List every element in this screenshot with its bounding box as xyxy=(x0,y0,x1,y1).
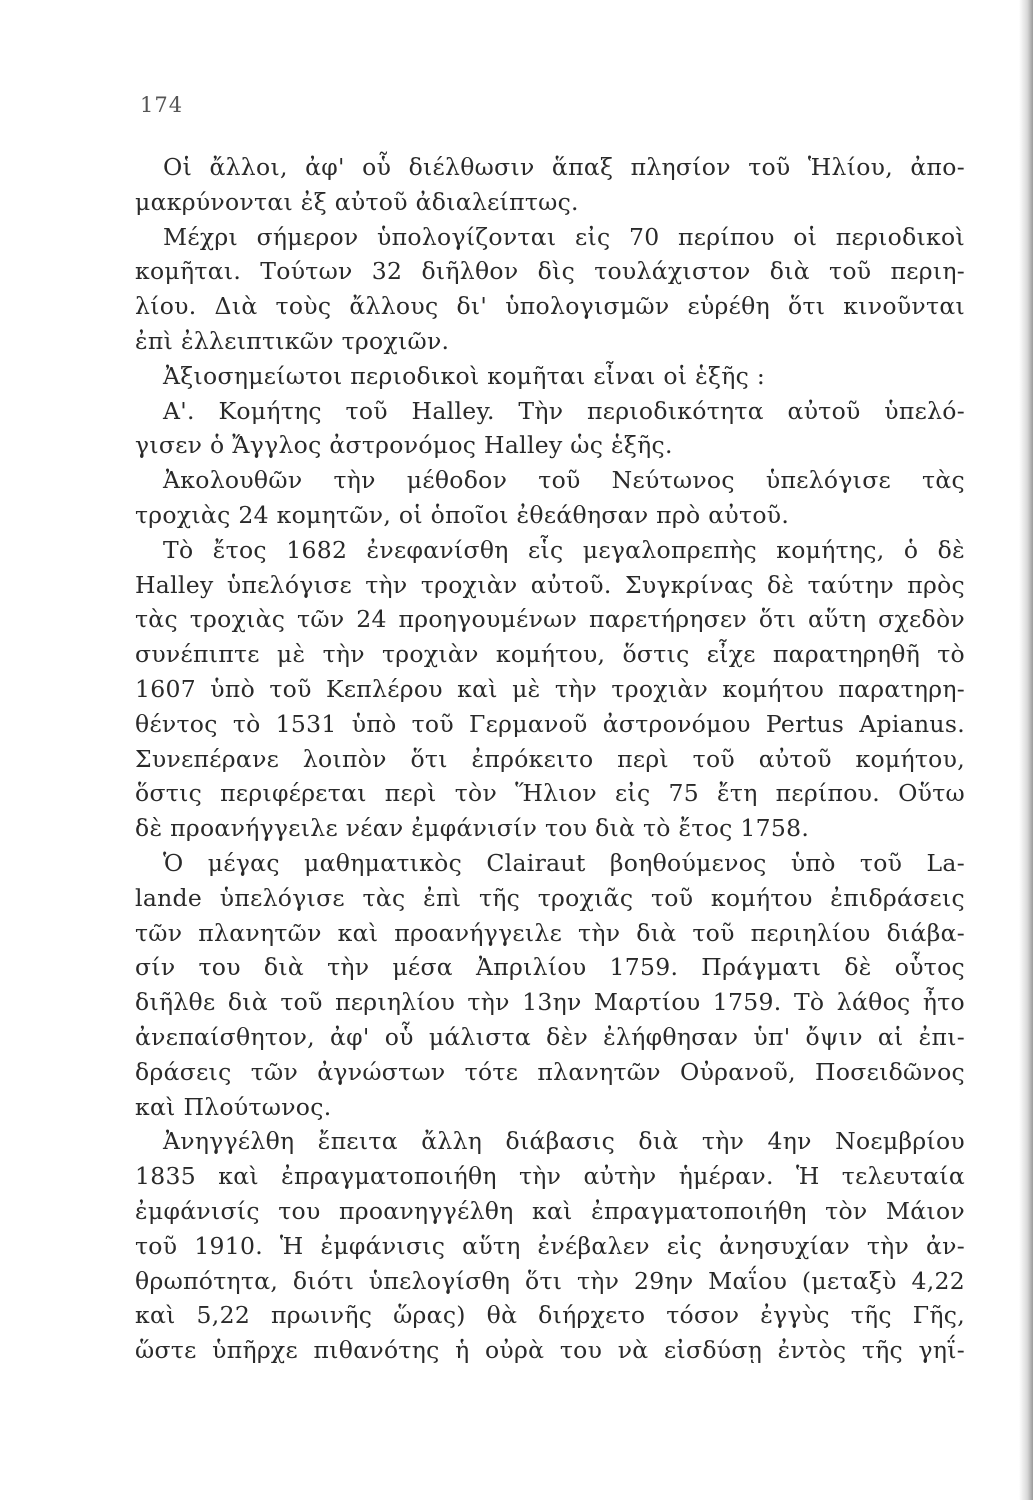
text-line: κομῆται. Τούτων 32 διῆλθον δὶς τουλάχιστον διὰ τοῦ περιη- xyxy=(135,257,965,286)
text-line: ἐμφάνισίς του προανηγγέλθη καὶ ἐπραγματοποιήθη τὸν Μάιον xyxy=(135,1196,965,1225)
text-line: ἐπὶ ἐλλειπτικῶν τροχιῶν. xyxy=(135,326,450,355)
text-line: Ὁ μέγας μαθηματικὸς Clairaut βοηθούμενος ὑπὸ τοῦ La- xyxy=(163,848,965,877)
text-line: Οἱ ἄλλοι, ἀφ' οὗ διέλθωσιν ἅπαξ πλησίον τοῦ Ἡλίου, ἀπο- xyxy=(163,153,965,181)
text-line: καὶ Πλούτωνος. xyxy=(135,1092,332,1121)
text-line: δράσεις τῶν ἀγνώστων τότε πλανητῶν Οὐρανοῦ, Ποσειδῶνος xyxy=(135,1057,965,1086)
text-line: τροχιὰς 24 κομητῶν, οἱ ὁποῖοι ἐθεάθησαν πρὸ αὐτοῦ. xyxy=(135,500,790,529)
text-line: lande ὑπελόγισε τὰς ἐπὶ τῆς τροχιᾶς τοῦ κομήτου ἐπιδράσεις xyxy=(135,883,965,912)
text-line: θρωπότητα, διότι ὑπελογίσθη ὅτι τὴν 29ην Μαΐου (μεταξὺ 4,22 xyxy=(135,1266,965,1295)
text-line: τοῦ 1910. Ἡ ἐμφάνισις αὕτη ἐνέβαλεν εἰς ἀνησυχίαν τὴν ἀν- xyxy=(135,1231,965,1260)
text-line: δὲ προανήγγειλε νέαν ἐμφάνισίν του διὰ τὸ ἔτος 1758. xyxy=(135,814,810,843)
body-text xyxy=(135,150,965,1368)
text-line: τὰς τροχιὰς τῶν 24 προηγουμένων παρετήρησεν ὅτι αὕτη σχεδὸν xyxy=(135,605,965,634)
text-line: καὶ 5,22 πρωινῆς ὥρας) θὰ διήρχετο τόσον ἐγγὺς τῆς Γῆς, xyxy=(135,1301,965,1330)
text-line: διῆλθε διὰ τοῦ περιηλίου τὴν 13ην Μαρτίου 1759. Τὸ λάθος ἦτο xyxy=(135,988,965,1017)
text-line: ὅστις περιφέρεται περὶ τὸν Ἥλιον εἰς 75 ἔτη περίπου. Οὕτω xyxy=(135,779,965,808)
text-line: Ἀκολουθῶν τὴν μέθοδον τοῦ Νεύτωνος ὑπελόγισε τὰς xyxy=(163,466,965,495)
text-line: ὥστε ὑπῆρχε πιθανότης ἡ οὐρὰ του νὰ εἰσδύσῃ ἐντὸς τῆς γηΐ- xyxy=(135,1336,965,1365)
text-line: θέντος τὸ 1531 ὑπὸ τοῦ Γερμανοῦ ἀστρονόμου Pertus Apianus. xyxy=(135,709,965,738)
text-line: 1607 ὑπὸ τοῦ Κεπλέρου καὶ μὲ τὴν τροχιὰν κομήτου παρατηρη- xyxy=(135,674,965,703)
text-line: Μέχρι σήμερον ὑπολογίζονται εἰς 70 περίπου οἱ περιοδικοὶ xyxy=(163,222,965,251)
page-edge-shadow xyxy=(1019,0,1033,1500)
text-line: λίου. Διὰ τοὺς ἄλλους δι' ὑπολογισμῶν εὑρέθη ὅτι κινοῦνται xyxy=(135,292,965,321)
text-line: Α'. Κομήτης τοῦ Halley. Τὴν περιοδικότητα αὐτοῦ ὑπελό- xyxy=(163,396,965,425)
text-line: Halley ὑπελόγισε τὴν τροχιὰν αὐτοῦ. Συγκρίνας δὲ ταύτην πρὸς xyxy=(135,570,965,599)
text-line: Ἀξιοσημείωτοι περιοδικοὶ κομῆται εἶναι οἱ ἑξῆς : xyxy=(163,361,766,390)
text-line: σίν του διὰ τὴν μέσα Ἀπριλίου 1759. Πράγματι δὲ οὗτος xyxy=(135,953,965,982)
text-line: Ἀνηγγέλθη ἔπειτα ἄλλη διάβασις διὰ τὴν 4ην Νοεμβρίου xyxy=(163,1127,965,1156)
text-line: ἀνεπαίσθητον, ἀφ' οὗ μάλιστα δὲν ἐλήφθησαν ὑπ' ὄψιν αἱ ἐπι- xyxy=(135,1022,965,1051)
text-line: συνέπιπτε μὲ τὴν τροχιὰν κομήτου, ὅστις εἶχε παρατηρηθῆ τὸ xyxy=(135,640,965,669)
text-line: 1835 καὶ ἐπραγματοποιήθη τὴν αὐτὴν ἡμέραν. Ἡ τελευταία xyxy=(135,1162,965,1191)
text-line: γισεν ὁ Ἄγγλος ἀστρονόμος Halley ὡς ἑξῆς. xyxy=(135,431,673,460)
page-number: 174 xyxy=(140,93,184,117)
text-line: Τὸ ἔτος 1682 ἐνεφανίσθη εἷς μεγαλοπρεπὴς κομήτης, ὁ δὲ xyxy=(163,535,965,564)
text-line: μακρύνονται ἐξ αὐτοῦ ἀδιαλείπτως. xyxy=(135,187,579,216)
text-line: Συνεπέρανε λοιπὸν ὅτι ἐπρόκειτο περὶ τοῦ αὐτοῦ κομήτου, xyxy=(135,744,965,773)
text-line: τῶν πλανητῶν καὶ προανήγγειλε τὴν διὰ τοῦ περιηλίου διάβα- xyxy=(135,918,965,947)
